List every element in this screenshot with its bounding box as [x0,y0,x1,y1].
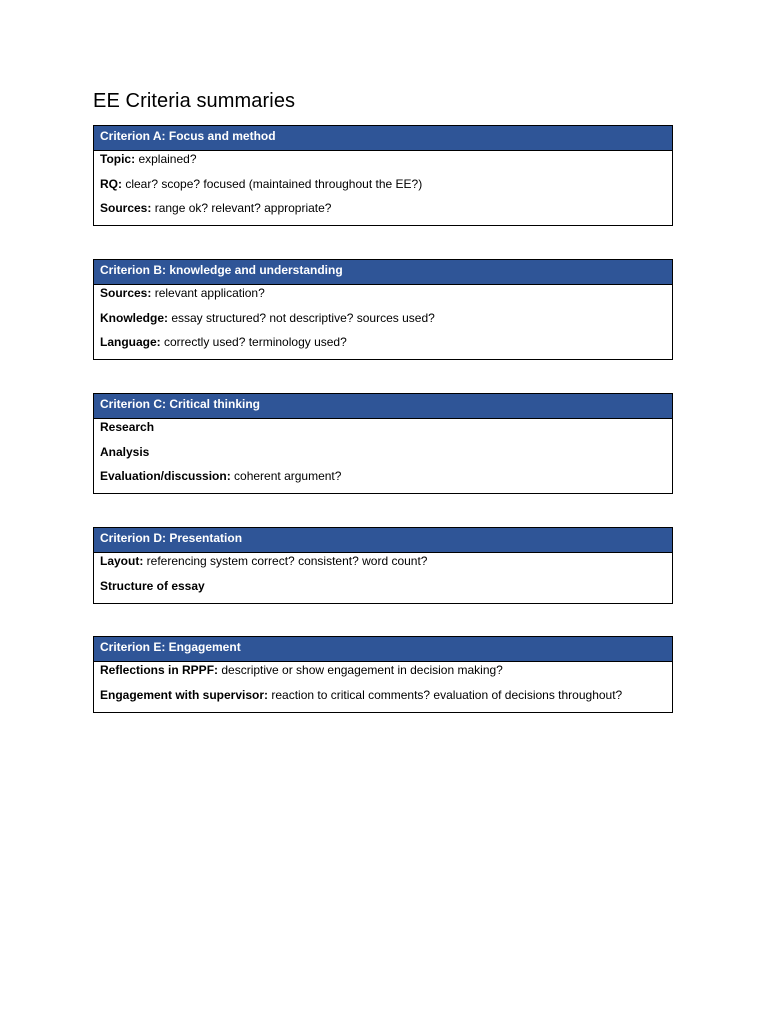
criterion-b-header: Criterion B: knowledge and understanding [94,260,672,285]
item-text: range ok? relevant? appropriate? [151,201,332,215]
criterion-item [100,285,666,310]
criterion-d-header: Criterion D: Presentation [94,528,672,553]
item-label: Reflections in RPPF: [100,663,219,677]
criterion-d-box [93,527,673,604]
criterion-item [100,334,666,359]
criterion-a-body [94,151,672,225]
item-text: relevant application? [151,286,265,300]
criterion-item [100,419,666,444]
item-label: Layout: [100,554,144,568]
criterion-item [100,468,666,493]
criterion-item [100,662,666,687]
criterion-c-header: Criterion C: Critical thinking [94,394,672,419]
criterion-c-body [94,419,672,493]
item-label: Sources: [100,286,152,300]
item-label: Evaluation/discussion: [100,469,231,483]
criterion-item [100,310,666,335]
item-label: Analysis [100,444,150,459]
criterion-item [100,200,666,225]
criterion-a-header: Criterion A: Focus and method [94,126,672,151]
item-text: descriptive or show engagement in decision making? [218,663,503,677]
item-text: explained? [135,152,197,166]
criterion-c-box [93,393,673,494]
item-label: Language: [100,335,161,349]
criterion-item [100,553,666,578]
item-label: Topic: [100,152,136,166]
criterion-d-body [94,553,672,602]
item-label: Knowledge: [100,310,168,325]
criterion-item [100,578,666,603]
criterion-e-header: Criterion E: Engagement [94,637,672,662]
criterion-item [100,444,666,469]
item-text: clear? scope? focused (maintained throughout the EE?) [122,176,423,191]
item-label: Structure of essay [100,578,205,593]
criterion-item [100,687,666,712]
criterion-item [100,176,666,201]
item-text: reaction to critical comments? evaluation of decisions throughout? [268,687,623,702]
criterion-b-box [93,259,673,360]
criterion-e-body [94,662,672,711]
item-text: correctly used? terminology used? [160,335,347,349]
item-label: RQ: [100,176,122,191]
criterion-item [100,151,666,176]
item-label: Engagement with supervisor: [100,687,269,702]
criterion-a-box [93,125,673,226]
item-label: Sources: [100,201,152,215]
item-text: referencing system correct? consistent? word count? [143,554,428,568]
criterion-e-box [93,636,673,713]
page-title: EE Criteria summaries [93,90,296,112]
item-text: coherent argument? [230,469,342,483]
criterion-b-body [94,285,672,359]
item-label: Research [100,420,155,434]
item-text: essay structured? not descriptive? sources used? [168,310,435,325]
